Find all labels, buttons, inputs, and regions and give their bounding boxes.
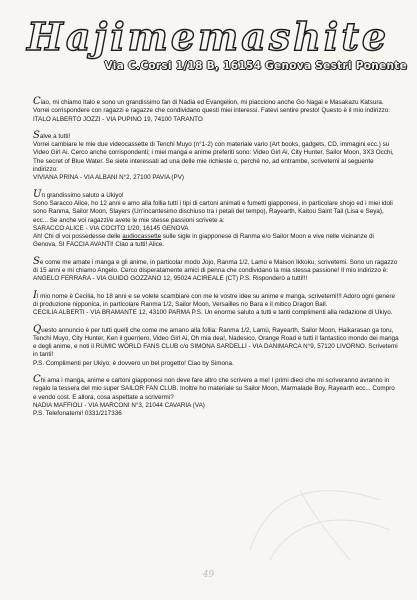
letters-column <box>33 98 399 427</box>
letter-italo <box>33 98 399 124</box>
letter-text: hi ama i manga, anime e cartoni giapponesi non deve fare altro che scrivere a me! I primi dieci che mi scriveranno avranno in regalo la tessera del mio super SAILOR FAN CLUB. Inoltre ho materiale su Sailor Moon, Marmalade Boy, Rayearth ecc... Compro e vendo cost. E allora, cosa aspettate a scrivermi? <box>33 377 395 401</box>
letter-viviana <box>33 129 399 183</box>
drop-cap: I <box>33 289 37 301</box>
letter-body: Vorrei cambiare le mie due videocassette di Tenchi Muyo (n°1-2) con materiale vario (Art books, gadgets, CD, immagini ecc.) su Video Girl Ai. Cerco anche corrispondenti; i miei manga e anime preferiti sono: Video Girl Ai, City Hunter, Sailor Moon, 3X3 Occhi, The secret of Blue Water. Se siete interessati ad una delle mie richieste o, perché no, ad entrambe, scrivetemi al seguente indirizzo: <box>33 141 394 174</box>
letter-signature: P.S. Complimenti per Ukiyo; è dovvero un bel progetto! Ciao by Simona. <box>33 359 234 367</box>
faint-illustration-watermark <box>230 470 400 570</box>
underlined-word: audiocassette <box>122 233 162 241</box>
letter-signature: ITALO ALBERTO JOZZI - VIA PUPINO 19, 74100 TARANTO <box>33 115 203 123</box>
letter-simona <box>33 323 399 368</box>
letter-body <box>33 323 399 360</box>
letter-text: uesto annuncio è per tutti quelli che come me amano alla follia: Ranma 1/2, Lamù, Rayearth, Sailor Moon, Haikarasan ga toru, Tenchi Muyo, City Hunter, Ken il guerriero, Video Girl Ai, Oh mia dea!, Nadesico, Orange Road e tutti il fantastico mondo dei manga e degli anime, e noti il RUMIC WORLD FANS CLUB c/o SIMONA SARDELLI - VIA DANIMARCA N°9, 57120 LIVORNO. Scrivetemi in tanti! <box>33 326 399 359</box>
letter-nadia <box>33 376 399 418</box>
letter-greeting <box>33 129 399 141</box>
letter-signature: ANGELO FERRARA - VIA GUIDO GOZZANO 12, 95024 ACIREALE (CT) P.S. Risponderò a tutti!!! <box>33 275 308 283</box>
letter-text: sulle sigle in giapponese di Ranma e/o Sailor Moon e vive nelle vicinanze di Genova, SI FACCIA AVANTI! Ciao a tutti! Alice. <box>33 233 374 249</box>
letter-text: e come me amate i manga e gli anime, in particolar modo Jojo, Ranma 1/2, Lamù e Maison Ikkoku, scrivetemi. Sono un ragazzo di 15 anni e mi chiamo Angelo. Cerco disperatamente amici di penna che condividano la mia stessa passione! Il mio indirizzo è: <box>33 258 398 275</box>
page-number: 49 <box>202 570 215 580</box>
drop-cap: C <box>33 374 41 386</box>
drop-cap: S <box>33 129 40 141</box>
letter-body <box>33 289 399 310</box>
editorial-address: Via C.Corsi 1/18 B, 16154 Genova Sestri Ponente <box>104 60 407 72</box>
letter-phone: P.S. Telefonatemi! 0331/217336 <box>33 410 122 418</box>
letter-angelo <box>33 255 399 284</box>
letter-cecilia <box>33 289 399 318</box>
letter-signature: NADIA MAFFIOLI - VIA MARCONI N°3, 21044 CAVARIA (VA) <box>33 401 205 409</box>
letter-body <box>33 98 399 116</box>
masthead <box>0 6 417 80</box>
drop-cap: S <box>33 255 40 267</box>
letter-postscript <box>33 233 399 250</box>
letter-text: iao, mi chiamo Italo e sono un grandissimo fan di Nadia ed Evangelion, mi piacciono anche Go Nagai e Masakazu Katsura. Vorrei corrispondere con ragazzi e ragazze che condividano questi miei interessi. Fatevi sentire presto! Questo è il mio indirizzo: <box>33 99 390 115</box>
letter-signature: VIVIANA PRINA - VIA ALBANI N°2, 27100 PAVIA (PV) <box>33 174 185 182</box>
letter-text: Ah! Chi di voi possedesse delle <box>33 233 123 241</box>
letter-signature: SARACCO ALICE - VIA COCITO 1/20, 16145 GENOVA <box>33 224 189 232</box>
letter-text: alve a tutti! <box>39 132 71 140</box>
drop-cap: Q <box>33 323 42 335</box>
letter-body <box>33 376 399 402</box>
letter-body: Sono Saracco Alice, ho 12 anni e amo alla follia tutti i tipi di cartoni animati e fumetti giapponesi, in particolare shojo ed i miei idoli sono Ranma, Sailor Moon, Slayers (Un'incantesimo dischiuso tra i petali del tempo), Rayearth, Kaitou Saint Tail (Lisa e Seya), ecc... Se anche voi ragazzi/e avete le mie stesse passioni scrivete a: <box>33 199 393 224</box>
masthead-title <box>0 6 417 66</box>
letter-alice <box>33 188 399 250</box>
letter-greeting <box>33 188 399 200</box>
letter-text: n grandissimo saluto a Ukiyo! <box>41 191 124 199</box>
letter-signature: CECILIA ALBERTI - VIA BRAMANTE 12, 43100 PARMA P.S. Un enorme saluto a tutti e tanti complimenti alla redazione di Ukiyo. <box>33 309 393 317</box>
page-title: Hajimemashite <box>26 14 390 59</box>
drop-cap: U <box>33 188 42 200</box>
letter-text: l mio nome è Cecilia, ho 18 anni e se volete scambiare con me le vostre idee su anime e manga, scrivetemi!!! Adoro ogni genere di produzione nipponica, in particolare Ranma 1/2, Sailor Moon, Versailles no Bara e il mitico Dragon Ball. <box>33 292 396 308</box>
drop-cap: C <box>33 96 41 107</box>
letter-body <box>33 255 399 276</box>
